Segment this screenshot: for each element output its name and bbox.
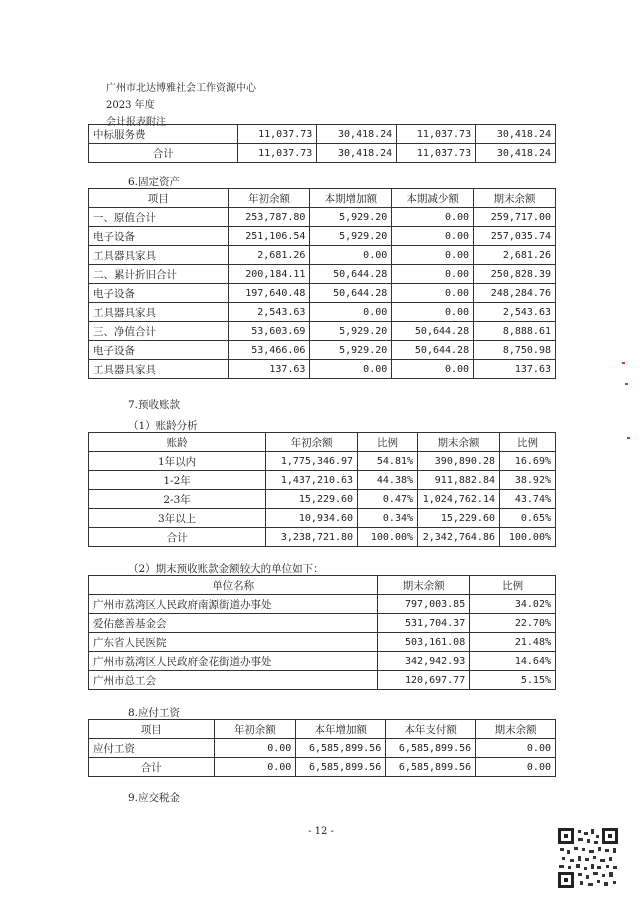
cell: 390,890.28 bbox=[418, 452, 500, 471]
cell: 257,035.74 bbox=[474, 227, 556, 246]
table-row bbox=[89, 509, 556, 528]
table-row bbox=[89, 595, 556, 614]
cell: 6,585,899.56 bbox=[296, 739, 386, 758]
cell: 21.48% bbox=[470, 633, 556, 652]
cell: 531,704.37 bbox=[378, 614, 470, 633]
cell: 0.65% bbox=[500, 509, 556, 528]
cell: 120,697.77 bbox=[378, 671, 470, 690]
cell: 10,934.60 bbox=[266, 509, 358, 528]
cell: 797,003.85 bbox=[378, 595, 470, 614]
cell: 43.74% bbox=[500, 490, 556, 509]
cell: 50,644.28 bbox=[392, 322, 474, 341]
table-row bbox=[89, 452, 556, 471]
subsection-aging: （1）账龄分析 bbox=[128, 420, 198, 432]
table-row bbox=[89, 739, 556, 758]
cell: 30,418.24 bbox=[317, 144, 397, 163]
column-header: 本期增加额 bbox=[310, 189, 392, 208]
table-row bbox=[89, 471, 556, 490]
column-header: 年初余额 bbox=[228, 189, 310, 208]
cell: 工具器具家具 bbox=[89, 303, 229, 322]
fixed-assets-table bbox=[88, 188, 556, 379]
cell: 11,037.73 bbox=[397, 144, 476, 163]
cell: 11,037.73 bbox=[238, 144, 317, 163]
cell: 2-3年 bbox=[89, 490, 266, 509]
table-header-row bbox=[89, 720, 556, 739]
cell: 253,787.80 bbox=[228, 208, 310, 227]
org-name: 广州市北达博雅社会工作资源中心 bbox=[106, 83, 256, 94]
cell: 22.70% bbox=[470, 614, 556, 633]
section-title-6: 6.固定资产 bbox=[128, 176, 181, 188]
cell: 1,024,762.14 bbox=[418, 490, 500, 509]
cell: 0.47% bbox=[358, 490, 418, 509]
cell: 197,640.48 bbox=[228, 284, 310, 303]
cell: 15,229.60 bbox=[266, 490, 358, 509]
cell: 54.81% bbox=[358, 452, 418, 471]
cell: 5.15% bbox=[470, 671, 556, 690]
aging-table bbox=[88, 432, 556, 547]
cell: 0.00 bbox=[392, 360, 474, 379]
cell: 11,037.73 bbox=[238, 125, 317, 144]
cell: 5,929.20 bbox=[310, 208, 392, 227]
payroll-table bbox=[88, 719, 556, 777]
cell: 6,585,899.56 bbox=[386, 758, 476, 777]
cell: 34.02% bbox=[470, 595, 556, 614]
table-row bbox=[89, 490, 556, 509]
table-row bbox=[89, 246, 556, 265]
cell: 100.00% bbox=[358, 528, 418, 547]
table-row bbox=[89, 633, 556, 652]
table-row bbox=[89, 284, 556, 303]
page-number: - 12 - bbox=[308, 826, 334, 837]
cell: 137.63 bbox=[228, 360, 310, 379]
cell: 0.00 bbox=[392, 227, 474, 246]
cell: 50,644.28 bbox=[310, 284, 392, 303]
cell: 53,603.69 bbox=[228, 322, 310, 341]
cell: 0.00 bbox=[310, 360, 392, 379]
cell: 3年以上 bbox=[89, 509, 266, 528]
cell: 5,929.20 bbox=[310, 322, 392, 341]
cell: 30,418.24 bbox=[476, 144, 556, 163]
column-header: 单位名称 bbox=[89, 576, 378, 595]
report-year: 2023 年度 bbox=[106, 100, 155, 111]
cell: 广州市荔湾区人民政府金花街道办事处 bbox=[89, 652, 378, 671]
cell: 38.92% bbox=[500, 471, 556, 490]
cell: 14.64% bbox=[470, 652, 556, 671]
cell: 合计 bbox=[89, 758, 215, 777]
table-row bbox=[89, 125, 556, 144]
cell: 0.00 bbox=[310, 303, 392, 322]
cell: 250,828.39 bbox=[474, 265, 556, 284]
cell: 6,585,899.56 bbox=[386, 739, 476, 758]
column-header: 期末余额 bbox=[418, 433, 500, 452]
table-row bbox=[89, 265, 556, 284]
cell: 0.00 bbox=[392, 208, 474, 227]
table-header-row bbox=[89, 433, 556, 452]
cell: 342,942.93 bbox=[378, 652, 470, 671]
cell: 2,543.63 bbox=[474, 303, 556, 322]
cell: 5,929.20 bbox=[310, 227, 392, 246]
cell: 30,418.24 bbox=[317, 125, 397, 144]
column-header: 本年增加额 bbox=[296, 720, 386, 739]
cell: 0.00 bbox=[392, 303, 474, 322]
cell: 0.00 bbox=[392, 246, 474, 265]
section-title-9: 9.应交税金 bbox=[128, 792, 181, 804]
cell: 30,418.24 bbox=[476, 125, 556, 144]
table-row bbox=[89, 652, 556, 671]
cell: 1-2年 bbox=[89, 471, 266, 490]
cell: 53,466.06 bbox=[228, 341, 310, 360]
cell: 爱佑慈善基金会 bbox=[89, 614, 378, 633]
table-row bbox=[89, 528, 556, 547]
doc-title: 会计报表附注 bbox=[106, 117, 166, 128]
column-header: 年初余额 bbox=[266, 433, 358, 452]
table-header-row bbox=[89, 189, 556, 208]
cell: 15,229.60 bbox=[418, 509, 500, 528]
cell: 1,437,210.63 bbox=[266, 471, 358, 490]
column-header: 比例 bbox=[500, 433, 556, 452]
section-title-8: 8.应付工资 bbox=[128, 707, 181, 719]
cell: 合计 bbox=[89, 144, 238, 163]
column-header: 项目 bbox=[89, 189, 229, 208]
cell: 二、累计折旧合计 bbox=[89, 265, 229, 284]
cell: 工具器具家具 bbox=[89, 360, 229, 379]
cell: 0.00 bbox=[476, 758, 556, 777]
cell: 应付工资 bbox=[89, 739, 215, 758]
cell: 6,585,899.56 bbox=[296, 758, 386, 777]
cell: 8,888.61 bbox=[474, 322, 556, 341]
cell: 8,750.98 bbox=[474, 341, 556, 360]
table-row bbox=[89, 144, 556, 163]
column-header: 账龄 bbox=[89, 433, 266, 452]
cell: 广州市总工会 bbox=[89, 671, 378, 690]
cell: 合计 bbox=[89, 528, 266, 547]
margin-mark bbox=[622, 362, 625, 364]
cell: 广东省人民医院 bbox=[89, 633, 378, 652]
cell: 0.34% bbox=[358, 509, 418, 528]
cell: 248,284.76 bbox=[474, 284, 556, 303]
margin-mark bbox=[627, 437, 630, 439]
column-header: 年初余额 bbox=[214, 720, 296, 739]
continued-table bbox=[88, 124, 556, 163]
cell: 3,238,721.80 bbox=[266, 528, 358, 547]
column-header: 期末余额 bbox=[378, 576, 470, 595]
table-row bbox=[89, 322, 556, 341]
column-header: 期末余额 bbox=[476, 720, 556, 739]
column-header: 本年支付额 bbox=[386, 720, 476, 739]
subsection-large-units: （2）期末预收账款金额较大的单位如下： bbox=[128, 563, 324, 575]
cell: 工具器具家具 bbox=[89, 246, 229, 265]
cell: 16.69% bbox=[500, 452, 556, 471]
cell: 0.00 bbox=[476, 739, 556, 758]
cell: 1,775,346.97 bbox=[266, 452, 358, 471]
cell: 2,543.63 bbox=[228, 303, 310, 322]
cell: 503,161.08 bbox=[378, 633, 470, 652]
cell: 0.00 bbox=[392, 265, 474, 284]
cell: 137.63 bbox=[474, 360, 556, 379]
cell: 11,037.73 bbox=[397, 125, 476, 144]
cell: 259,717.00 bbox=[474, 208, 556, 227]
qr-code-icon bbox=[556, 826, 620, 890]
column-header: 项目 bbox=[89, 720, 215, 739]
cell: 电子设备 bbox=[89, 284, 229, 303]
cell: 0.00 bbox=[392, 284, 474, 303]
cell: 电子设备 bbox=[89, 227, 229, 246]
cell: 50,644.28 bbox=[310, 265, 392, 284]
cell: 0.00 bbox=[214, 739, 296, 758]
cell: 911,882.84 bbox=[418, 471, 500, 490]
large-units-table bbox=[88, 575, 556, 690]
cell: 0.00 bbox=[310, 246, 392, 265]
cell: 广州市荔湾区人民政府南源街道办事处 bbox=[89, 595, 378, 614]
cell: 2,681.26 bbox=[228, 246, 310, 265]
column-header: 期末余额 bbox=[474, 189, 556, 208]
table-row bbox=[89, 360, 556, 379]
cell: 中标服务费 bbox=[89, 125, 238, 144]
cell: 一、原值合计 bbox=[89, 208, 229, 227]
table-row bbox=[89, 341, 556, 360]
table-row bbox=[89, 758, 556, 777]
cell: 44.38% bbox=[358, 471, 418, 490]
cell: 251,106.54 bbox=[228, 227, 310, 246]
cell: 0.00 bbox=[214, 758, 296, 777]
cell: 50,644.28 bbox=[392, 341, 474, 360]
cell: 2,681.26 bbox=[474, 246, 556, 265]
cell: 1年以内 bbox=[89, 452, 266, 471]
table-row bbox=[89, 614, 556, 633]
cell: 电子设备 bbox=[89, 341, 229, 360]
column-header: 比例 bbox=[470, 576, 556, 595]
margin-mark bbox=[625, 383, 628, 385]
column-header: 比例 bbox=[358, 433, 418, 452]
cell: 5,929.20 bbox=[310, 341, 392, 360]
cell: 200,184.11 bbox=[228, 265, 310, 284]
table-row bbox=[89, 208, 556, 227]
cell: 100.00% bbox=[500, 528, 556, 547]
table-row bbox=[89, 227, 556, 246]
column-header: 本期减少额 bbox=[392, 189, 474, 208]
table-row bbox=[89, 303, 556, 322]
cell: 2,342,764.86 bbox=[418, 528, 500, 547]
table-row bbox=[89, 671, 556, 690]
table-header-row bbox=[89, 576, 556, 595]
section-title-7: 7.预收账款 bbox=[128, 399, 181, 411]
cell: 三、净值合计 bbox=[89, 322, 229, 341]
